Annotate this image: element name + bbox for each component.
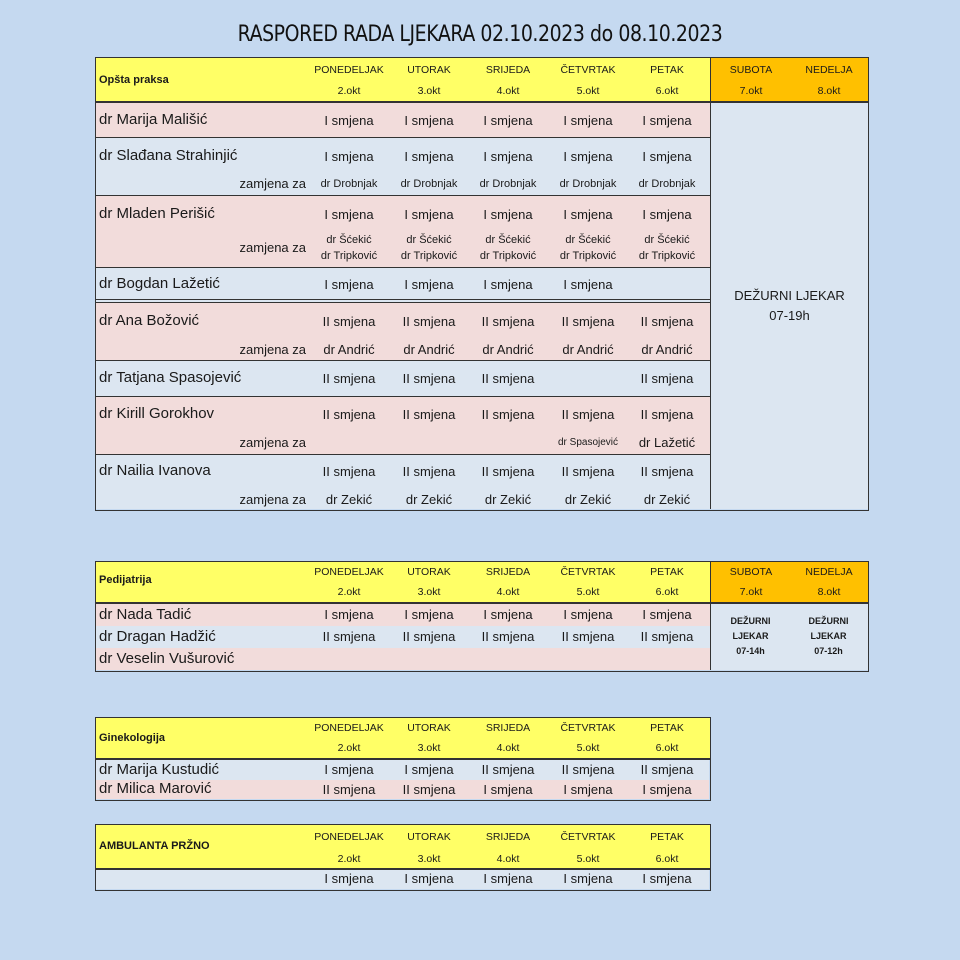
table-row — [96, 604, 710, 626]
shift-cell: II smjena — [402, 629, 456, 644]
shift-cell: I smjena — [483, 871, 533, 886]
table-row — [96, 138, 710, 196]
day-date: 3.okt — [417, 853, 441, 865]
doctor-name: dr Dragan Hadžić — [99, 628, 216, 645]
page-title: RASPORED RADA LJEKARA 02.10.2023 do 08.10.2023 — [237, 22, 723, 47]
substitute-cell: dr Spasojević — [557, 437, 619, 448]
day-date: 2.okt — [337, 742, 361, 754]
day-name: ČETVRTAK — [560, 64, 616, 76]
table-row — [96, 397, 710, 455]
day-date: 3.okt — [417, 586, 441, 598]
shift-cell: I smjena — [642, 207, 692, 222]
shift-cell: I smjena — [483, 113, 533, 128]
shift-cell: I smjena — [404, 207, 454, 222]
substitute-cell: dr Tripković — [479, 250, 537, 262]
day-name: PONEDELJAK — [314, 722, 384, 734]
table-row — [96, 780, 709, 799]
day-name: PETAK — [650, 566, 684, 578]
substitute-cell: dr Tripković — [320, 250, 378, 262]
zamjena-label: zamjena za — [239, 492, 306, 507]
day-name: ČETVRTAK — [560, 566, 616, 578]
day-date: 8.okt — [817, 85, 841, 97]
shift-cell: I smjena — [642, 871, 692, 886]
day-name: UTORAK — [407, 722, 451, 734]
substitute-cell: dr Drobnjak — [320, 178, 378, 190]
doctor-name: dr Nada Tadić — [99, 606, 192, 623]
table-ginekologija — [95, 717, 711, 801]
duty-hours: 07-12h — [814, 646, 843, 656]
shift-cell: I smjena — [324, 762, 374, 777]
day-name: SRIJEDA — [485, 831, 531, 843]
shift-cell: II smjena — [402, 464, 456, 479]
shift-cell: II smjena — [402, 407, 456, 422]
weekend-header — [710, 58, 868, 103]
day-name: ČETVRTAK — [560, 722, 616, 734]
substitute-cell: dr Zekić — [564, 492, 612, 507]
duty-label: DEŽURNI LJEKAR — [734, 288, 845, 303]
day-name: UTORAK — [407, 64, 451, 76]
day-name: PONEDELJAK — [314, 831, 384, 843]
doctor-name: dr Mladen Perišić — [99, 205, 215, 222]
table-header — [96, 562, 710, 604]
shift-cell: I smjena — [404, 607, 454, 622]
day-date: 6.okt — [655, 586, 679, 598]
shift-cell: I smjena — [563, 871, 613, 886]
day-date: 4.okt — [496, 85, 520, 97]
shift-cell: I smjena — [642, 782, 692, 797]
day-name: PETAK — [650, 722, 684, 734]
day-date: 2.okt — [337, 853, 361, 865]
substitute-cell: dr Tripković — [559, 250, 617, 262]
shift-cell: I smjena — [483, 782, 533, 797]
shift-cell: II smjena — [481, 464, 535, 479]
day-date: 3.okt — [417, 742, 441, 754]
shift-cell: I smjena — [483, 149, 533, 164]
doctor-name: dr Veselin Vušurović — [99, 650, 235, 667]
zamjena-label: zamjena za — [239, 176, 306, 191]
doctor-name: dr Kirill Gorokhov — [99, 405, 215, 422]
shift-cell: I smjena — [324, 149, 374, 164]
day-date: 6.okt — [655, 853, 679, 865]
shift-cell: II smjena — [322, 407, 376, 422]
day-name: SUBOTA — [729, 64, 773, 76]
dept-label: AMBULANTA PRŽNO — [99, 840, 210, 852]
doctor-name: dr Slađana Strahinjić — [99, 147, 238, 164]
table-ambulanta-przno — [95, 824, 711, 891]
table-row — [96, 268, 710, 303]
table-row — [96, 760, 709, 780]
substitute-cell: dr Zekić — [484, 492, 532, 507]
table-row — [96, 455, 710, 509]
shift-cell: I smjena — [483, 277, 533, 292]
substitute-cell: dr Drobnjak — [638, 178, 696, 190]
weekend-header — [710, 562, 868, 604]
table-opsta-praksa — [95, 57, 869, 511]
day-name: UTORAK — [407, 566, 451, 578]
shift-cell: I smjena — [324, 607, 374, 622]
shift-cell: II smjena — [481, 629, 535, 644]
weekend-duty-cell — [710, 604, 868, 670]
zamjena-label: zamjena za — [239, 435, 306, 450]
shift-cell: I smjena — [483, 207, 533, 222]
day-name: PETAK — [650, 64, 684, 76]
duty-hours: 07-19h — [769, 308, 810, 323]
dept-label: Pedijatrija — [99, 574, 152, 586]
doctor-name: dr Marija Kustudić — [99, 761, 220, 778]
duty-label: LJEKAR — [732, 631, 769, 641]
day-date: 6.okt — [655, 85, 679, 97]
shift-cell: I smjena — [642, 113, 692, 128]
shift-cell: II smjena — [561, 762, 615, 777]
substitute-cell: dr Šćekić — [565, 234, 611, 246]
table-pedijatrija — [95, 561, 869, 672]
table-row — [96, 648, 710, 670]
day-date: 5.okt — [576, 853, 600, 865]
shift-cell: I smjena — [642, 607, 692, 622]
substitute-cell: dr Zekić — [405, 492, 453, 507]
shift-cell: II smjena — [640, 762, 694, 777]
weekend-duty-cell — [710, 103, 868, 509]
day-date: 8.okt — [817, 586, 841, 598]
shift-cell: II smjena — [640, 464, 694, 479]
shift-cell: I smjena — [404, 762, 454, 777]
doctor-name: dr Nailia Ivanova — [99, 462, 211, 479]
zamjena-label: zamjena za — [239, 342, 306, 357]
duty-label: LJEKAR — [810, 631, 847, 641]
day-date: 5.okt — [576, 586, 600, 598]
shift-cell: II smjena — [481, 314, 535, 329]
shift-cell: II smjena — [481, 762, 535, 777]
shift-cell: II smjena — [481, 407, 535, 422]
shift-cell: I smjena — [324, 113, 374, 128]
day-name: PONEDELJAK — [314, 64, 384, 76]
substitute-cell: dr Andrić — [641, 342, 693, 357]
shift-cell: I smjena — [563, 782, 613, 797]
day-date: 3.okt — [417, 85, 441, 97]
day-name: SRIJEDA — [485, 64, 531, 76]
doctor-name: dr Marija Mališić — [99, 111, 208, 128]
day-date: 4.okt — [496, 742, 520, 754]
shift-cell: I smjena — [404, 871, 454, 886]
day-date: 6.okt — [655, 742, 679, 754]
day-date: 5.okt — [576, 742, 600, 754]
shift-cell: II smjena — [561, 314, 615, 329]
table-header — [96, 825, 710, 870]
substitute-cell: dr Šćekić — [406, 234, 452, 246]
shift-cell: II smjena — [322, 314, 376, 329]
shift-cell: II smjena — [561, 464, 615, 479]
shift-cell: II smjena — [322, 782, 376, 797]
shift-cell: I smjena — [642, 149, 692, 164]
shift-cell: I smjena — [404, 149, 454, 164]
substitute-cell: dr Zekić — [643, 492, 691, 507]
day-name: NEDELJA — [805, 64, 853, 76]
shift-cell: I smjena — [563, 207, 613, 222]
shift-cell: II smjena — [640, 629, 694, 644]
day-name: SRIJEDA — [485, 566, 531, 578]
substitute-cell: dr Šćekić — [485, 234, 531, 246]
day-date: 5.okt — [576, 85, 600, 97]
day-name: SRIJEDA — [485, 722, 531, 734]
shift-cell: I smjena — [563, 113, 613, 128]
doctor-name: dr Tatjana Spasojević — [99, 369, 242, 386]
day-name: UTORAK — [407, 831, 451, 843]
shift-cell: I smjena — [563, 607, 613, 622]
shift-cell: I smjena — [563, 277, 613, 292]
shift-cell: II smjena — [402, 314, 456, 329]
substitute-cell: dr Andrić — [562, 342, 614, 357]
shift-cell: II smjena — [561, 407, 615, 422]
day-name: ČETVRTAK — [560, 831, 616, 843]
day-date: 2.okt — [337, 85, 361, 97]
zamjena-label: zamjena za — [239, 240, 306, 255]
dept-label: Opšta praksa — [99, 74, 169, 86]
shift-cell: II smjena — [322, 371, 376, 386]
duty-hours: 07-14h — [736, 646, 765, 656]
substitute-cell: dr Šćekić — [326, 234, 372, 246]
shift-cell: I smjena — [324, 207, 374, 222]
saturday-duty — [713, 614, 788, 659]
shift-cell: II smjena — [640, 407, 694, 422]
table-row — [96, 626, 710, 648]
shift-cell: I smjena — [324, 277, 374, 292]
table-header — [96, 58, 710, 103]
table-header — [96, 718, 710, 760]
shift-cell: I smjena — [404, 113, 454, 128]
substitute-cell: dr Tripković — [638, 250, 696, 262]
day-date: 4.okt — [496, 853, 520, 865]
shift-cell: II smjena — [402, 782, 456, 797]
table-row — [96, 361, 710, 397]
day-name: PETAK — [650, 831, 684, 843]
shift-cell: II smjena — [561, 629, 615, 644]
day-date: 7.okt — [739, 586, 763, 598]
table-row — [96, 196, 710, 268]
sunday-duty — [791, 614, 866, 659]
substitute-cell: dr Andrić — [323, 342, 375, 357]
duty-label: DEŽURNI — [730, 616, 771, 626]
shift-cell: II smjena — [481, 371, 535, 386]
day-name: PONEDELJAK — [314, 566, 384, 578]
substitute-cell: dr Andrić — [403, 342, 455, 357]
substitute-cell: dr Šćekić — [644, 234, 690, 246]
day-name: NEDELJA — [805, 566, 853, 578]
shift-cell: I smjena — [563, 149, 613, 164]
table-row — [96, 870, 709, 889]
duty-label: DEŽURNI — [808, 616, 849, 626]
doctor-name: dr Milica Marović — [99, 780, 212, 797]
substitute-cell: dr Tripković — [400, 250, 458, 262]
dept-label: Ginekologija — [99, 732, 166, 744]
substitute-cell: dr Drobnjak — [400, 178, 458, 190]
substitute-cell: dr Drobnjak — [559, 178, 617, 190]
day-name: SUBOTA — [729, 566, 773, 578]
substitute-cell: dr Zekić — [325, 492, 373, 507]
shift-cell: I smjena — [483, 607, 533, 622]
substitute-cell: dr Lažetić — [638, 435, 696, 450]
shift-cell: II smjena — [640, 371, 694, 386]
day-date: 2.okt — [337, 586, 361, 598]
doctor-name: dr Ana Božović — [99, 312, 200, 329]
shift-cell: I smjena — [324, 871, 374, 886]
doctor-name: dr Bogdan Lažetić — [99, 275, 220, 292]
shift-cell: II smjena — [402, 371, 456, 386]
day-date: 7.okt — [739, 85, 763, 97]
table-row — [96, 303, 710, 361]
substitute-cell: dr Andrić — [482, 342, 534, 357]
day-date: 4.okt — [496, 586, 520, 598]
shift-cell: II smjena — [322, 629, 376, 644]
shift-cell: II smjena — [322, 464, 376, 479]
table-row — [96, 103, 710, 138]
substitute-cell: dr Drobnjak — [479, 178, 537, 190]
shift-cell: I smjena — [404, 277, 454, 292]
shift-cell: II smjena — [640, 314, 694, 329]
